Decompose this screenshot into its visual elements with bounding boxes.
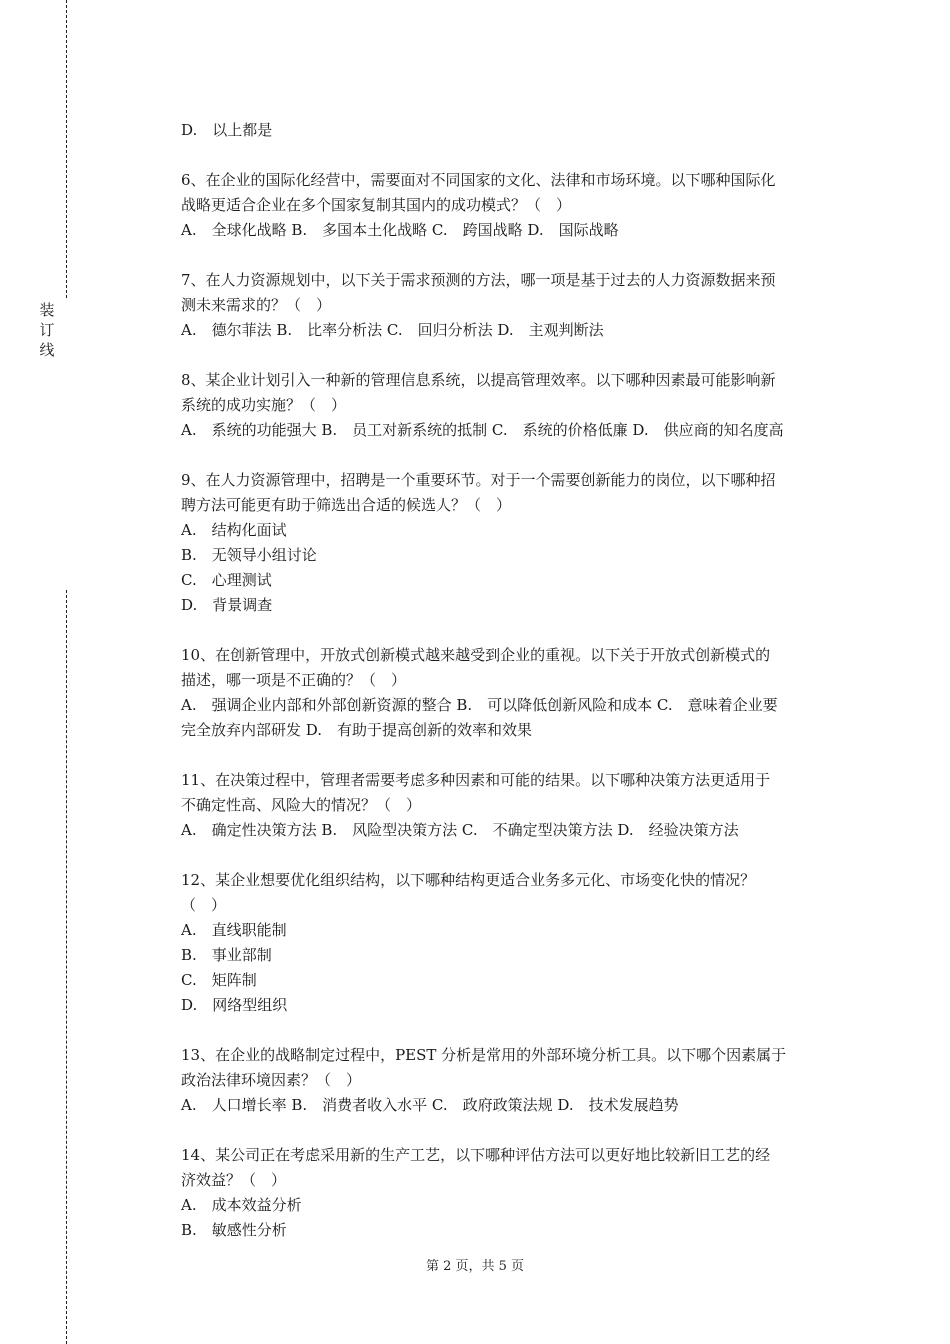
question-text: 14、某公司正在考虑采用新的生产工艺，以下哪种评估方法可以更好地比较新旧工艺的经 bbox=[181, 1146, 771, 1164]
binding-label-char: 订 bbox=[39, 321, 55, 339]
question-line: C. 矩阵制 bbox=[181, 971, 257, 989]
question-line: 战略更适合企业在多个国家复制其国内的成功模式？（ ） bbox=[181, 196, 572, 214]
question-line: 测未来需求的？（ ） bbox=[181, 296, 332, 314]
lead-option: D. 以上都是 bbox=[181, 121, 273, 139]
question-block bbox=[181, 868, 841, 1018]
question-line: B. 无领导小组讨论 bbox=[181, 546, 317, 564]
question-line: C. 心理测试 bbox=[181, 571, 272, 589]
binding-line-bottom bbox=[66, 590, 67, 1344]
question-line: 不确定性高、风险大的情况？（ ） bbox=[181, 796, 422, 814]
question-block bbox=[181, 268, 841, 343]
question-text: 10、在创新管理中，开放式创新模式越来越受到企业的重视。以下关于开放式创新模式的 bbox=[181, 646, 771, 664]
question-text: 11、在决策过程中，管理者需要考虑多种因素和可能的结果。以下哪种决策方法更适用于 bbox=[181, 771, 771, 789]
question-line: 政治法律环境因素？（ ） bbox=[181, 1071, 362, 1089]
question-line: A. 强调企业内部和外部创新资源的整合 B. 可以降低创新风险和成本 C. 意味着企业要 bbox=[181, 696, 778, 714]
question-line: 济效益？（ ） bbox=[181, 1171, 287, 1189]
question-line: 完全放弃内部研发 D. 有助于提高创新的效率和效果 bbox=[181, 721, 533, 739]
question-block bbox=[181, 768, 841, 843]
binding-label-char: 线 bbox=[39, 341, 55, 359]
question-text: 6、在企业的国际化经营中，需要面对不同国家的文化、法律和市场环境。以下哪种国际化 bbox=[181, 171, 776, 189]
question-line: （ ） bbox=[181, 896, 227, 914]
question-text: 8、某企业计划引入一种新的管理信息系统，以提高管理效率。以下哪种因素最可能影响新 bbox=[181, 371, 776, 389]
question-block bbox=[181, 1143, 841, 1243]
question-line: 系统的成功实施？（ ） bbox=[181, 396, 347, 414]
question-block bbox=[181, 468, 841, 618]
question-line: A. 结构化面试 bbox=[181, 521, 287, 539]
binding-line-top bbox=[66, 0, 67, 298]
question-line: 聘方法可能更有助于筛选出合适的候选人？（ ） bbox=[181, 496, 512, 514]
question-text: 13、在企业的战略制定过程中，PEST 分析是常用的外部环境分析工具。以下哪个因素属于 bbox=[181, 1046, 787, 1064]
page-footer: 第 2 页，共 5 页 bbox=[425, 1259, 525, 1274]
question-line: A. 德尔菲法 B. 比率分析法 C. 回归分析法 D. 主观判断法 bbox=[181, 321, 604, 339]
question-block bbox=[181, 168, 841, 243]
question-line: A. 确定性决策方法 B. 风险型决策方法 C. 不确定型决策方法 D. 经验决策方法 bbox=[181, 821, 739, 839]
question-line: 描述，哪一项是不正确的？（ ） bbox=[181, 671, 407, 689]
binding-label-char: 装 bbox=[39, 301, 55, 319]
question-line: A. 成本效益分析 bbox=[181, 1196, 302, 1214]
question-line: A. 全球化战略 B. 多国本土化战略 C. 跨国战略 D. 国际战略 bbox=[181, 221, 619, 239]
exam-content bbox=[181, 118, 841, 1243]
question-line: A. 人口增长率 B. 消费者收入水平 C. 政府政策法规 D. 技术发展趋势 bbox=[181, 1096, 679, 1114]
question-text: 7、在人力资源规划中，以下关于需求预测的方法，哪一项是基于过去的人力资源数据来预 bbox=[181, 271, 776, 289]
question-line: B. 事业部制 bbox=[181, 946, 272, 964]
question-block bbox=[181, 643, 841, 743]
binding-label bbox=[36, 300, 58, 360]
question-line: D. 背景调查 bbox=[181, 596, 273, 614]
question-line: D. 网络型组织 bbox=[181, 996, 288, 1014]
question-block bbox=[181, 1043, 841, 1118]
question-line: A. 系统的功能强大 B. 员工对新系统的抵制 C. 系统的价格低廉 D. 供应商的知名度高 bbox=[181, 421, 784, 439]
question-block bbox=[181, 368, 841, 443]
question-text: 9、在人力资源管理中，招聘是一个重要环节。对于一个需要创新能力的岗位，以下哪种招 bbox=[181, 471, 776, 489]
question-text: 12、某企业想要优化组织结构，以下哪种结构更适合业务多元化、市场变化快的情况？ bbox=[181, 871, 756, 889]
question-line: A. 直线职能制 bbox=[181, 921, 287, 939]
question-line: B. 敏感性分析 bbox=[181, 1221, 287, 1239]
